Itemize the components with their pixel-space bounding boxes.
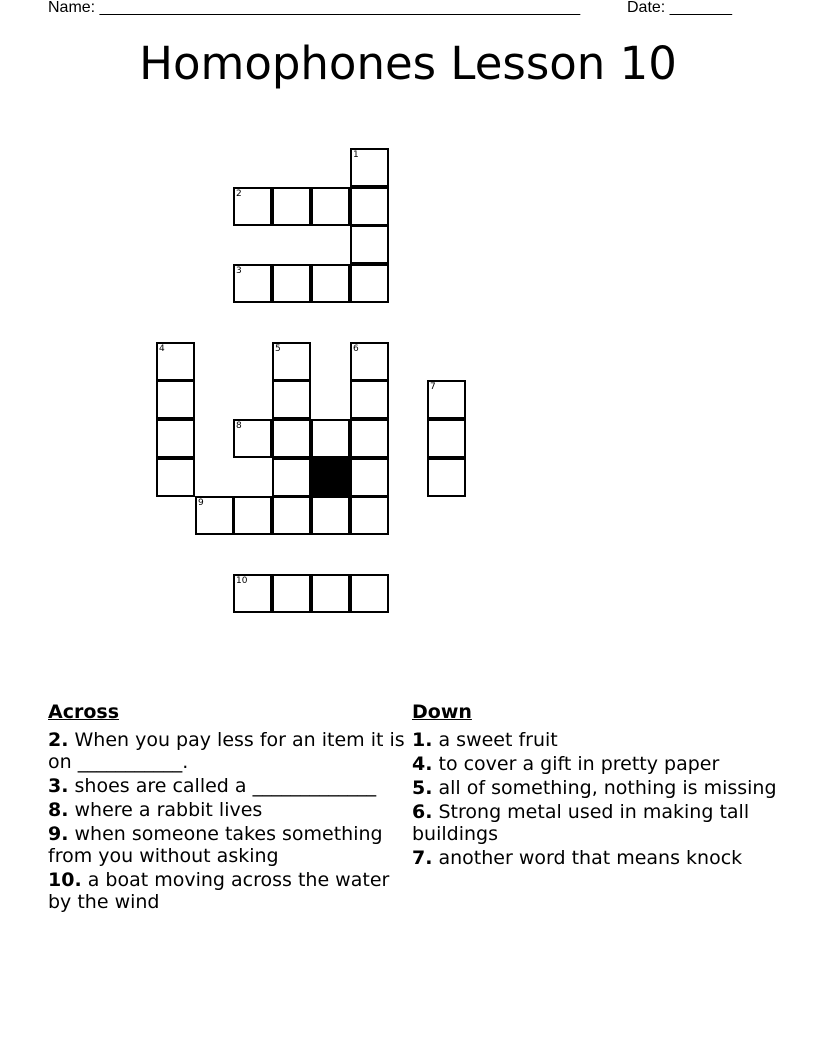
across-clue bbox=[48, 799, 408, 821]
down-clue bbox=[412, 847, 782, 869]
crossword-cell[interactable] bbox=[272, 574, 311, 613]
down-clue bbox=[412, 753, 782, 775]
across-clue bbox=[48, 823, 408, 867]
clue-number: 7. bbox=[412, 847, 433, 869]
down-clues bbox=[412, 701, 782, 871]
crossword-cell[interactable] bbox=[350, 342, 389, 381]
clue-text: when someone takes something from you without asking bbox=[48, 823, 383, 867]
clue-number-label: 9 bbox=[198, 498, 204, 508]
down-clue bbox=[412, 729, 782, 751]
crossword-cell[interactable] bbox=[272, 264, 311, 303]
crossword-cell[interactable] bbox=[195, 496, 234, 535]
clue-number: 2. bbox=[48, 729, 69, 751]
crossword-cell[interactable] bbox=[233, 187, 272, 226]
crossword-cell[interactable] bbox=[311, 187, 350, 226]
clue-number-label: 7 bbox=[430, 382, 436, 392]
crossword-cell[interactable] bbox=[350, 148, 389, 187]
crossword-cell[interactable] bbox=[272, 419, 311, 458]
crossword-cell[interactable] bbox=[311, 574, 350, 613]
across-clue bbox=[48, 729, 408, 773]
down-clue bbox=[412, 801, 782, 845]
clue-number-label: 2 bbox=[236, 189, 242, 199]
clue-text: shoes are called a _____________ bbox=[74, 775, 377, 797]
crossword-cell[interactable] bbox=[156, 419, 195, 458]
crossword-cell[interactable] bbox=[350, 458, 389, 497]
crossword-cell[interactable] bbox=[350, 380, 389, 419]
crossword-cell[interactable] bbox=[156, 342, 195, 381]
clue-number-label: 8 bbox=[236, 421, 242, 431]
clue-number-label: 1 bbox=[353, 150, 359, 160]
clue-text: When you pay less for an item it is on ___________. bbox=[48, 729, 405, 773]
crossword-cell[interactable] bbox=[350, 225, 389, 264]
crossword-cell[interactable] bbox=[350, 496, 389, 535]
across-clues bbox=[48, 701, 408, 915]
clue-number-label: 4 bbox=[159, 344, 165, 354]
clue-text: a boat moving across the water by the wind bbox=[48, 869, 390, 913]
crossword-cell[interactable] bbox=[350, 419, 389, 458]
crossword-cell[interactable] bbox=[350, 264, 389, 303]
clue-number-label: 5 bbox=[275, 344, 281, 354]
crossword-cell[interactable] bbox=[311, 264, 350, 303]
clue-number-label: 3 bbox=[236, 266, 242, 276]
clue-number: 10. bbox=[48, 869, 82, 891]
crossword-cell[interactable] bbox=[427, 380, 466, 419]
clue-number-label: 6 bbox=[353, 344, 359, 354]
crossword-cell[interactable] bbox=[233, 264, 272, 303]
across-clue bbox=[48, 869, 408, 913]
crossword-cell[interactable] bbox=[350, 187, 389, 226]
clue-text: all of something, nothing is missing bbox=[438, 777, 777, 799]
crossword-black-cell bbox=[311, 458, 350, 497]
crossword-cell[interactable] bbox=[272, 380, 311, 419]
crossword-cell[interactable] bbox=[272, 458, 311, 497]
clue-text: Strong metal used in making tall buildings bbox=[412, 801, 750, 845]
across-heading: Across bbox=[48, 701, 120, 723]
clue-number: 4. bbox=[412, 753, 433, 775]
clue-text: another word that means knock bbox=[438, 847, 743, 869]
crossword-cell[interactable] bbox=[427, 419, 466, 458]
down-heading: Down bbox=[412, 701, 472, 723]
date-field: Date: _______ bbox=[627, 0, 732, 16]
clue-text: a sweet fruit bbox=[438, 729, 558, 751]
crossword-cell[interactable] bbox=[156, 458, 195, 497]
crossword-cell[interactable] bbox=[311, 496, 350, 535]
down-clue bbox=[412, 777, 782, 799]
clue-text: where a rabbit lives bbox=[74, 799, 263, 821]
name-field: Name: ______________________________________________________ bbox=[48, 0, 581, 16]
crossword-cell[interactable] bbox=[233, 574, 272, 613]
clue-number: 3. bbox=[48, 775, 69, 797]
crossword-cell[interactable] bbox=[233, 419, 272, 458]
clue-number: 9. bbox=[48, 823, 69, 845]
clue-number: 6. bbox=[412, 801, 433, 823]
crossword-cell[interactable] bbox=[311, 419, 350, 458]
page-title: Homophones Lesson 10 bbox=[139, 37, 677, 90]
crossword-cell[interactable] bbox=[233, 496, 272, 535]
crossword-cell[interactable] bbox=[350, 574, 389, 613]
clue-number: 5. bbox=[412, 777, 433, 799]
crossword-cell[interactable] bbox=[427, 458, 466, 497]
crossword-cell[interactable] bbox=[272, 342, 311, 381]
clue-number: 8. bbox=[48, 799, 69, 821]
crossword-cell[interactable] bbox=[272, 496, 311, 535]
clue-number: 1. bbox=[412, 729, 433, 751]
across-clue bbox=[48, 775, 408, 797]
clue-text: to cover a gift in pretty paper bbox=[438, 753, 720, 775]
crossword-cell[interactable] bbox=[272, 187, 311, 226]
clue-number-label: 10 bbox=[236, 576, 248, 586]
crossword-cell[interactable] bbox=[156, 380, 195, 419]
